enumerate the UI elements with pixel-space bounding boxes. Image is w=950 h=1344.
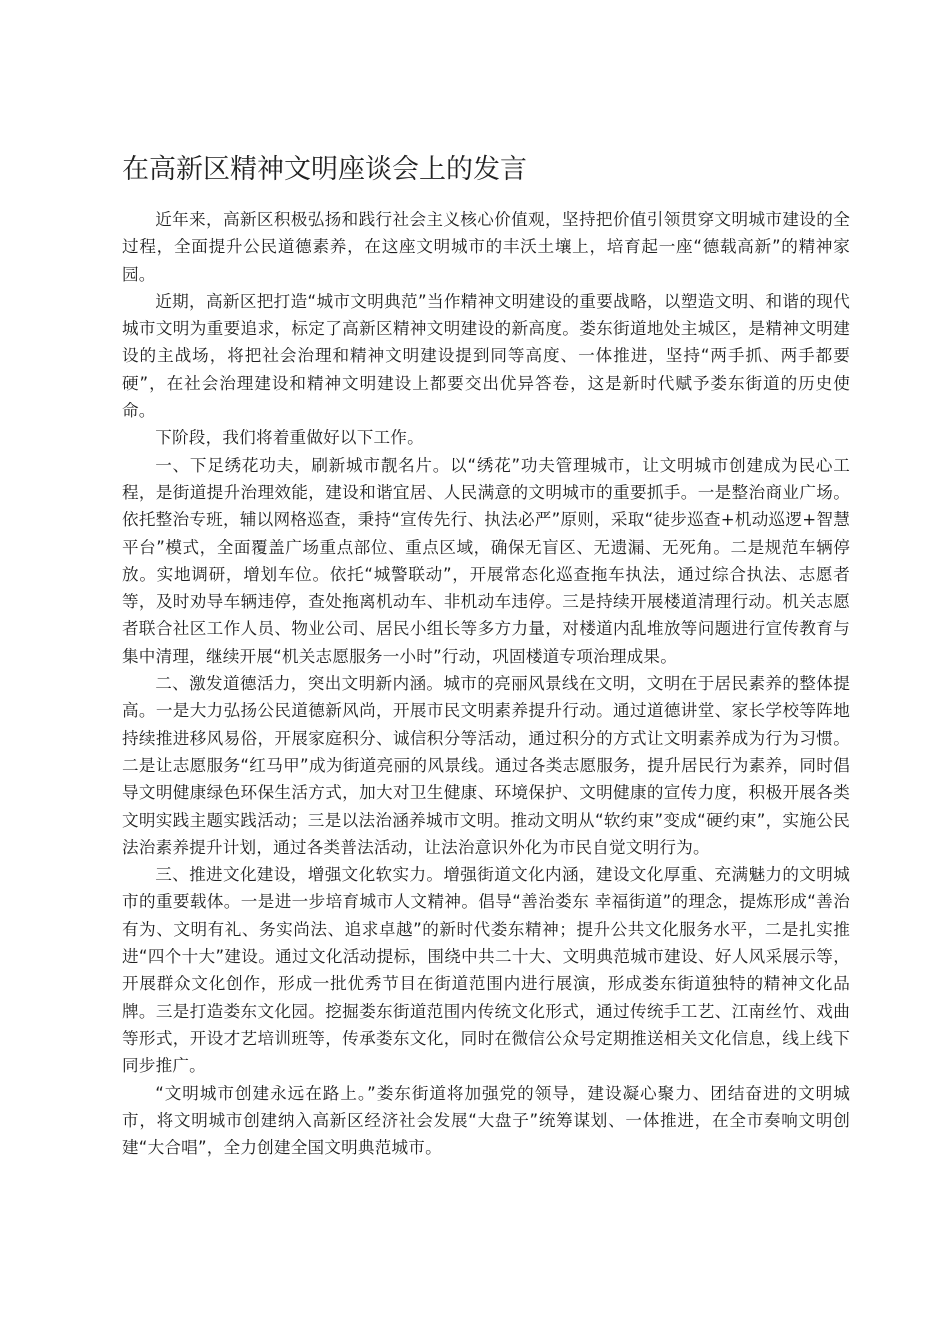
document-body [122, 206, 850, 1161]
document-title: 在高新区精神文明座谈会上的发言 [122, 154, 527, 185]
document-page [122, 150, 850, 1161]
paragraph-section-three: 三、推进文化建设，增强文化软实力。增强街道文化内涵，建设文化厚重、充满魅力的文明城市的重要载体。一是进一步培育城市人文精神。倡导“善治娄东 幸福街道”的理念，提炼形成“善治有为、文明有礼、务实尚法、追求卓越”的新时代娄东精神；提升公共文化服务水平，二是扎实推进“四个十大”建设。通过文化活动提标，围绕中共二十大、文明典范城市建设、好人风采展示等，开展群众文化创作，形成一批优秀节目在街道范围内进行展演，形成娄东街道独特的精神文化品牌。三是打造娄东文化园。挖掘娄东街道范围内传统文化形式，通过传统手工艺、江南丝竹、戏曲等形式，开设才艺培训班等，传承娄东文化，同时在微信公众号定期推送相关文化信息，线上线下同步推广。 [122, 865, 850, 1076]
paragraph-section-two: 二、激发道德活力，突出文明新内涵。城市的亮丽风景线在文明，文明在于居民素养的整体提高。一是大力弘扬公民道德新风尚，开展市民文明素养提升行动。通过道德讲堂、家长学校等阵地持续推进移风易俗，开展家庭积分、诚信积分等活动，通过积分的方式让文明素养成为行为习惯。二是让志愿服务“红马甲”成为街道亮丽的风景线。通过各类志愿服务，提升居民行为素养，同时倡导文明健康绿色环保生活方式，加大对卫生健康、环境保护、文明健康的宣传力度，积极开展各类文明实践主题实践活动；三是以法治涵养城市文明。推动文明从“软约束”变成“硬约束”，实施公民法治素养提升计划，通过各类普法活动，让法治意识外化为市民自觉文明行为。 [122, 674, 850, 857]
paragraph-next-stage: 下阶段，我们将着重做好以下工作。 [155, 428, 424, 448]
paragraph-intro: 近年来，高新区积极弘扬和践行社会主义核心价值观，坚持把价值引领贯穿文明城市建设的全过程，全面提升公民道德素养，在这座文明城市的丰沃土壤上，培育起一座“德载高新”的精神家园。 [122, 210, 850, 284]
paragraph-conclusion: “文明城市创建永远在路上。”娄东街道将加强党的领导，建设凝心聚力、团结奋进的文明城市，将文明城市创建纳入高新区经济社会发展“大盘子”统筹谋划、一体推进，在全市奏响文明创建“大合唱”，全力创建全国文明典范城市。 [122, 1083, 850, 1158]
paragraph-section-one: 一、下足绣花功夫，刷新城市靓名片。以“绣花”功夫管理城市，让文明城市创建成为民心工程，是街道提升治理效能，建设和谐宜居、人民满意的文明城市的重要抓手。一是整治商业广场。依托整治专班，辅以网格巡查，秉持“宣传先行、执法必严”原则，采取“徒步巡查+机动巡逻+智慧平台”模式，全面覆盖广场重点部位、重点区域，确保无盲区、无遗漏、无死角。二是规范车辆停放。实地调研，增划车位。依托“城警联动”，开展常态化巡查拖车执法，通过综合执法、志愿者等，及时劝导车辆违停，查处拖离机动车、非机动车违停。三是持续开展楼道清理行动。机关志愿者联合社区工作人员、物业公司、居民小组长等多方力量，对楼道内乱堆放等问题进行宣传教育与集中清理，继续开展“机关志愿服务一小时”行动，巩固楼道专项治理成果。 [122, 455, 850, 666]
paragraph-recent: 近期，高新区把打造“城市文明典范”当作精神文明建设的重要战略，以塑造文明、和谐的现代城市文明为重要追求，标定了高新区精神文明建设的新高度。娄东街道地处主城区，是精神文明建设的主战场，将把社会治理和精神文明建设提到同等高度、一体推进，坚持“两手抓、两手都要硬”，在社会治理建设和精神文明建设上都要交出优异答卷，这是新时代赋予娄东街道的历史使命。 [122, 291, 850, 421]
